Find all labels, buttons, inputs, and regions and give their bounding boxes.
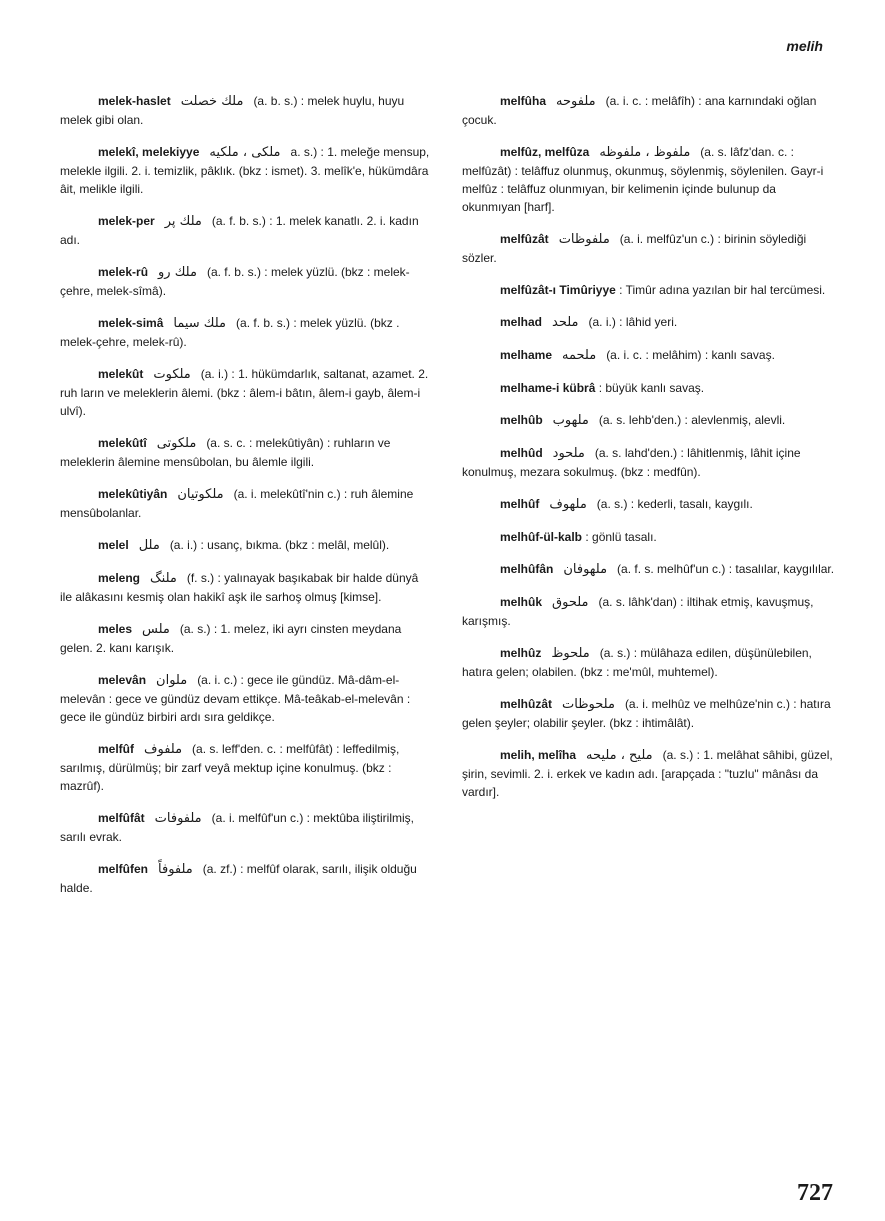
running-header: melih bbox=[786, 38, 823, 54]
dictionary-entry bbox=[462, 92, 836, 129]
entry-text bbox=[60, 212, 432, 249]
dictionary-entry bbox=[462, 444, 836, 481]
definition: a. s.) : 1. meleğe mensup, melekle ilgili. 2. i. temizlik, pâklık. (bkz : ismet). 3. melîk'e, hükümdâra âit, melikle ilgili. bbox=[60, 145, 430, 196]
definition: (a. zf.) : melfûf olarak, sarılı, ilişik olduğu halde. bbox=[60, 862, 417, 895]
dictionary-entry bbox=[60, 365, 432, 420]
arabic-script: ملحمه bbox=[562, 348, 597, 363]
headword: melek-simâ bbox=[98, 316, 164, 330]
definition: (a. i. melfûf'un c.) : mektûba iliştirilmiş, sarılı evrak. bbox=[60, 811, 414, 844]
headword: melhûfân bbox=[500, 562, 554, 576]
entry-text bbox=[60, 671, 432, 726]
dictionary-entry bbox=[60, 434, 432, 471]
definition: (a. b. s.) : melek huylu, huyu melek gibi olan. bbox=[60, 94, 405, 127]
definition: (a. s.) : mülâhaza edilen, düşünülebilen, hatıra gelen; olabilen. (bkz : me'mûl, muhtemel). bbox=[462, 646, 812, 679]
headword: melekî, melekiyye bbox=[98, 145, 200, 159]
headword: melhûk bbox=[500, 595, 543, 609]
headword: melek-haslet bbox=[98, 94, 171, 108]
entry-text bbox=[60, 314, 432, 351]
definition: (a. s.) : 1. melâhat sâhibi, güzel, şirin, sevimli. 2. i. erkek ve kadın adı. [arapçada : "tuzlu" mânâsı da vardır]. bbox=[462, 748, 833, 799]
dictionary-entry bbox=[462, 495, 836, 514]
headword: melfûfât bbox=[98, 811, 145, 825]
entry-text bbox=[462, 230, 836, 267]
definition: (a. f. b. s.) : melek yüzlü. (bkz : melek-çehre, melek-sîmâ). bbox=[60, 265, 410, 298]
arabic-script: ملك سيما bbox=[173, 316, 227, 331]
arabic-script: ملفوظات bbox=[558, 232, 610, 247]
dictionary-entry bbox=[462, 528, 836, 546]
entry-text bbox=[60, 536, 432, 555]
arabic-script: ملفوظ ، ملفوظه bbox=[599, 145, 691, 160]
dictionary-entry bbox=[60, 860, 432, 897]
dictionary-entry bbox=[462, 746, 836, 801]
arabic-script: ملكوتيان bbox=[177, 487, 224, 502]
headword: melel bbox=[98, 538, 129, 552]
headword: melhûb bbox=[500, 413, 543, 427]
headword: melek-per bbox=[98, 214, 155, 228]
headword: melfûzât bbox=[500, 232, 549, 246]
dictionary-entry bbox=[60, 740, 432, 795]
entry-text bbox=[60, 263, 432, 300]
definition: : gönlü tasalı. bbox=[585, 530, 657, 544]
headword: melek-rû bbox=[98, 265, 149, 279]
arabic-script: ملحوظات bbox=[562, 697, 615, 712]
arabic-script: ملهوف bbox=[549, 497, 587, 512]
entry-text bbox=[462, 313, 836, 332]
definition: (a. s. lahd'den.) : lâhitlenmiş, lâhit içine konulmuş, mezara sokulmuş. (bkz : medfûn). bbox=[462, 446, 801, 479]
entry-text bbox=[462, 143, 836, 216]
headword: melevân bbox=[98, 673, 147, 687]
arabic-script: ملحود bbox=[552, 446, 585, 461]
headword: melhûd bbox=[500, 446, 543, 460]
definition: (a. f. s. melhûf'un c.) : tasalılar, kaygılılar. bbox=[617, 562, 835, 576]
entry-text bbox=[462, 593, 836, 630]
dictionary-entry bbox=[462, 143, 836, 216]
headword: melfûz, melfûza bbox=[500, 145, 590, 159]
entry-text bbox=[60, 620, 432, 657]
arabic-script: ملكوتى bbox=[156, 436, 197, 451]
definition: (a. s. lâfz'dan. c. : melfûzât) : telâffuz olunmuş, okunmuş, söylenmiş, söylenilen. Gayr-i melfûz : telâffuz olunmıyan, bir kelimenin içinde bulunup da okunmıyan [harf]. bbox=[462, 145, 824, 214]
arabic-script: ملكى ، ملكيه bbox=[209, 145, 281, 160]
arabic-script: ملل bbox=[138, 538, 160, 553]
entry-text bbox=[462, 560, 836, 579]
headword: melih, melîha bbox=[500, 748, 577, 762]
definition: (a. f. b. s.) : melek yüzlü. (bkz . melek-çehre, melek-rû). bbox=[60, 316, 400, 349]
dictionary-entry bbox=[462, 695, 836, 732]
entry-text bbox=[462, 92, 836, 129]
dictionary-entry bbox=[60, 92, 432, 129]
definition: (a. s.) : kederli, tasalı, kaygılı. bbox=[596, 497, 753, 511]
dictionary-entry bbox=[60, 536, 432, 555]
entry-text bbox=[60, 92, 432, 129]
definition: (a. s. leff'den. c. : melfûfât) : leffedilmiş, sarılmış, dürülmüş; bir zarf veyâ mektup içine konulmuş. (bkz : mazrûf). bbox=[60, 742, 400, 793]
definition: (f. s.) : yalınayak başıkabak bir halde dünyâ ile alâkasını kesmiş olan hakikî aşk ile sarhoş olmuş [kimse]. bbox=[60, 571, 419, 604]
arabic-script: ملس bbox=[142, 622, 170, 637]
entry-text bbox=[60, 365, 432, 420]
headword: melfûfen bbox=[98, 862, 149, 876]
headword: melhad bbox=[500, 315, 543, 329]
dictionary-entry bbox=[462, 644, 836, 681]
entry-text bbox=[462, 528, 836, 546]
definition: (a. i. c. : melâfîh) : ana karnındaki oğlan çocuk. bbox=[462, 94, 817, 127]
arabic-script: ملحد bbox=[552, 315, 579, 330]
headword: meles bbox=[98, 622, 133, 636]
entry-text bbox=[462, 346, 836, 365]
arabic-script: ملحوق bbox=[552, 595, 589, 610]
dictionary-entry bbox=[60, 671, 432, 726]
dictionary-entry bbox=[462, 230, 836, 267]
entry-text bbox=[462, 495, 836, 514]
dictionary-entry bbox=[60, 620, 432, 657]
entry-text bbox=[60, 485, 432, 522]
right-column bbox=[462, 92, 836, 815]
arabic-script: ملفوفات bbox=[154, 811, 202, 826]
entry-text bbox=[462, 644, 836, 681]
arabic-script: ملهوب bbox=[552, 413, 589, 428]
dictionary-entry bbox=[60, 569, 432, 606]
arabic-script: ملك پر bbox=[164, 214, 202, 229]
headword: melfûf bbox=[98, 742, 134, 756]
dictionary-entry bbox=[462, 313, 836, 332]
entry-text bbox=[462, 444, 836, 481]
headword: melhame-i kübrâ bbox=[500, 381, 596, 395]
dictionary-entry bbox=[462, 560, 836, 579]
definition: : Timûr adına yazılan bir hal tercümesi. bbox=[619, 283, 826, 297]
page-number: 727 bbox=[797, 1180, 833, 1206]
arabic-script: ملفوفاً bbox=[158, 862, 193, 877]
headword: melfûzât-ı Timûriyye bbox=[500, 283, 616, 297]
headword: melhame bbox=[500, 348, 553, 362]
definition: (a. i. melhûz ve melhûze'nin c.) : hatıra gelen şeyler; olabilir şeyler. (bkz : ihtimâlât). bbox=[462, 697, 831, 730]
headword: melekûtî bbox=[98, 436, 147, 450]
definition: (a. s. lâhk'dan) : iltihak etmiş, kavuşmuş, karışmış. bbox=[462, 595, 814, 628]
dictionary-entry bbox=[60, 485, 432, 522]
definition: (a. i.) : lâhid yeri. bbox=[588, 315, 678, 329]
arabic-script: ملهوفان bbox=[563, 562, 608, 577]
headword: melekût bbox=[98, 367, 144, 381]
entry-text bbox=[60, 143, 432, 198]
arabic-script: ملفوف bbox=[144, 742, 183, 757]
headword: melfûha bbox=[500, 94, 547, 108]
headword: melekûtiyân bbox=[98, 487, 168, 501]
definition: (a. i. melfûz'un c.) : birinin söylediği sözler. bbox=[462, 232, 807, 265]
definition: (a. i.) : usanç, bıkma. (bkz : melâl, melûl). bbox=[169, 538, 390, 552]
dictionary-entry bbox=[462, 593, 836, 630]
left-column bbox=[60, 92, 432, 911]
dictionary-entry bbox=[462, 411, 836, 430]
arabic-script: ملنگ bbox=[150, 571, 177, 586]
arabic-script: ملك خصلت bbox=[180, 94, 244, 109]
definition: (a. f. b. s.) : 1. melek kanatlı. 2. i. kadın adı. bbox=[60, 214, 419, 247]
headword: melhûzât bbox=[500, 697, 553, 711]
headword: meleng bbox=[98, 571, 141, 585]
entry-text bbox=[60, 809, 432, 846]
headword: melhûf-ül-kalb bbox=[500, 530, 583, 544]
definition: (a. s. lehb'den.) : alevlenmiş, alevli. bbox=[598, 413, 786, 427]
definition: (a. s. c. : melekûtiyân) : ruhların ve meleklerin âlemine mensûbolan, bu âlemle ilgili. bbox=[60, 436, 391, 469]
dictionary-entry bbox=[462, 281, 836, 299]
entry-text bbox=[462, 379, 836, 397]
dictionary-entry bbox=[60, 143, 432, 198]
headword: melhûz bbox=[500, 646, 542, 660]
entry-text bbox=[462, 746, 836, 801]
arabic-script: مليح ، مليحه bbox=[586, 748, 653, 763]
entry-text bbox=[60, 740, 432, 795]
definition: (a. i.) : 1. hükümdarlık, saltanat, azamet. 2. ruh ların ve meleklerin âlemi. (bkz : âlem-i bâtın, âlem-i gayb, âlem-i ulvî). bbox=[60, 367, 429, 418]
definition: (a. i. c. : melâhim) : kanlı savaş. bbox=[606, 348, 775, 362]
entry-text bbox=[462, 695, 836, 732]
dictionary-entry bbox=[60, 263, 432, 300]
dictionary-entry bbox=[462, 346, 836, 365]
entry-text bbox=[60, 860, 432, 897]
dictionary-entry bbox=[60, 809, 432, 846]
arabic-script: ملكوت bbox=[153, 367, 191, 382]
definition: : büyük kanlı savaş. bbox=[598, 381, 705, 395]
entry-text bbox=[462, 411, 836, 430]
dictionary-entry bbox=[60, 314, 432, 351]
arabic-script: ملحوظ bbox=[551, 646, 590, 661]
definition: (a. s.) : 1. melez, iki ayrı cinsten meydana gelen. 2. kanı karışık. bbox=[60, 622, 402, 655]
definition: (a. i. c.) : gece ile gündüz. Mâ-dâm-el-melevân : gece ve gündüz devam ettikçe. Mâ-teâkab-el-melevân : gece ile gündüz birbiri ardı sıra geldikçe. bbox=[60, 673, 411, 724]
entry-text bbox=[462, 281, 836, 299]
arabic-script: ملفوحه bbox=[556, 94, 596, 109]
entry-text bbox=[60, 569, 432, 606]
arabic-script: ملك رو bbox=[158, 265, 197, 280]
entry-text bbox=[60, 434, 432, 471]
dictionary-entry bbox=[60, 212, 432, 249]
arabic-script: ملوان bbox=[156, 673, 188, 688]
dictionary-entry bbox=[462, 379, 836, 397]
definition: (a. i. melekûtî'nin c.) : ruh âlemine mensûbolanlar. bbox=[60, 487, 414, 520]
headword: melhûf bbox=[500, 497, 540, 511]
